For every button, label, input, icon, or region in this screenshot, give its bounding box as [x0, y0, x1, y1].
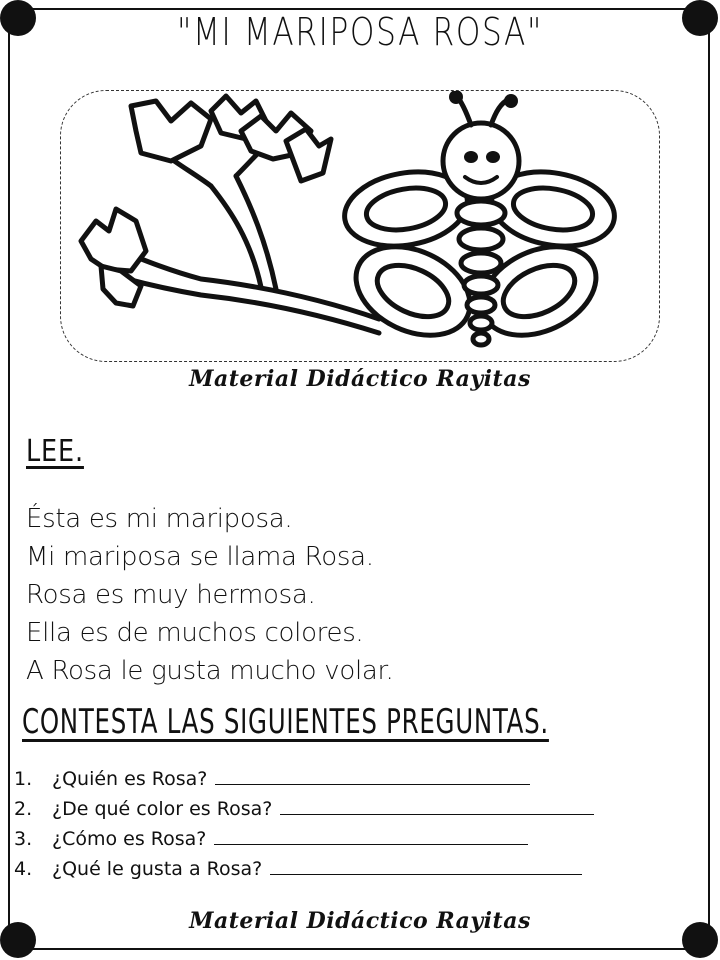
corner-decoration: [0, 0, 36, 36]
question-list: [14, 764, 594, 884]
question-item: [14, 854, 594, 884]
reading-line: Ésta es mi mariposa.: [26, 504, 293, 534]
questions-heading: CONTESTA LAS SIGUIENTES PREGUNTAS.: [22, 702, 549, 742]
question-text: ¿Qué le gusta a Rosa?: [52, 858, 263, 880]
answer-line[interactable]: [270, 856, 582, 875]
question-text: ¿De qué color es Rosa?: [52, 798, 273, 820]
reading-line: Rosa es muy hermosa.: [26, 580, 316, 610]
question-text: ¿Quién es Rosa?: [52, 768, 208, 790]
question-number: 2.: [14, 798, 33, 820]
answer-line[interactable]: [280, 796, 594, 815]
question-number: 1.: [14, 768, 33, 790]
watermark-top: Material Didáctico Rayitas: [189, 366, 531, 392]
question-number: 3.: [14, 828, 33, 850]
corner-decoration: [682, 0, 718, 36]
answer-line[interactable]: [214, 826, 528, 845]
question-item: [14, 824, 594, 854]
reading-line: Mi mariposa se llama Rosa.: [26, 542, 374, 572]
question-item: [14, 794, 594, 824]
question-text: ¿Cómo es Rosa?: [52, 828, 207, 850]
answer-line[interactable]: [215, 766, 530, 785]
reading-line: Ella es de muchos colores.: [26, 618, 364, 648]
illustration-frame: [60, 90, 660, 362]
reading-passage: [26, 500, 393, 690]
watermark-bottom: Material Didáctico Rayitas: [189, 908, 531, 934]
question-item: [14, 764, 594, 794]
question-number: 4.: [14, 858, 33, 880]
reading-heading: LEE.: [26, 434, 84, 469]
reading-line: A Rosa le gusta mucho volar.: [26, 656, 394, 686]
butterfly-illustration: [61, 91, 661, 363]
page-title: "MI MARIPOSA ROSA": [177, 10, 543, 54]
